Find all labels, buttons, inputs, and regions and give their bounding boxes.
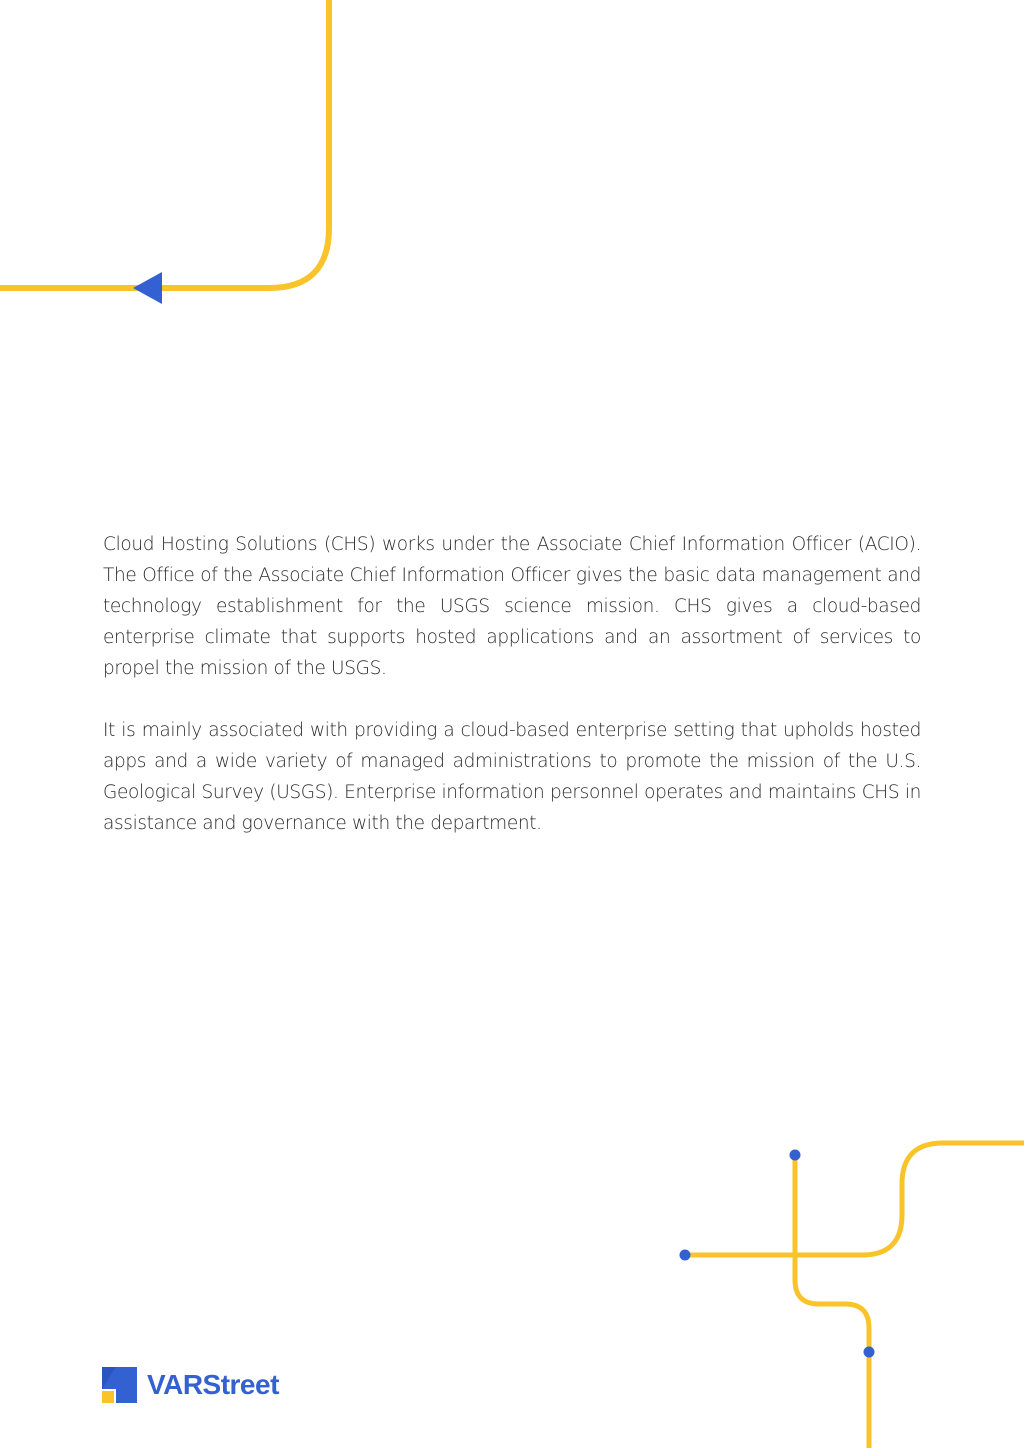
circuit-line-vertical: [795, 1155, 869, 1448]
arrow-left-icon: [133, 272, 162, 304]
top-connector-line: [0, 0, 329, 288]
varstreet-logo: [102, 1367, 279, 1403]
body-text: [103, 529, 921, 870]
circuit-line-horizontal: [685, 1143, 1024, 1255]
paragraph-1: Cloud Hosting Solutions (CHS) works under the Associate Chief Information Officer (ACIO). The Office of the Associate Chief Information Officer gives the basic data management and technology establishment for the USGS science mission. CHS gives a cloud-based enterprise climate that supports hosted applications and an assortment of services to propel the mission of the USGS.: [103, 534, 921, 679]
circuit-node-dot: [790, 1150, 801, 1161]
circuit-node-dot: [864, 1347, 875, 1358]
logo-text: VARStreet: [147, 1369, 279, 1400]
circuit-node-dot: [680, 1250, 691, 1261]
paragraph-2: It is mainly associated with providing a cloud-based enterprise setting that upholds hosted apps and a wide variety of managed administrations to promote the mission of the U.S. Geological Survey (USGS). Enterprise information personnel operates and maintains CHS in assistance and governance with the department.: [103, 720, 921, 834]
varstreet-logo-icon: [102, 1367, 137, 1403]
